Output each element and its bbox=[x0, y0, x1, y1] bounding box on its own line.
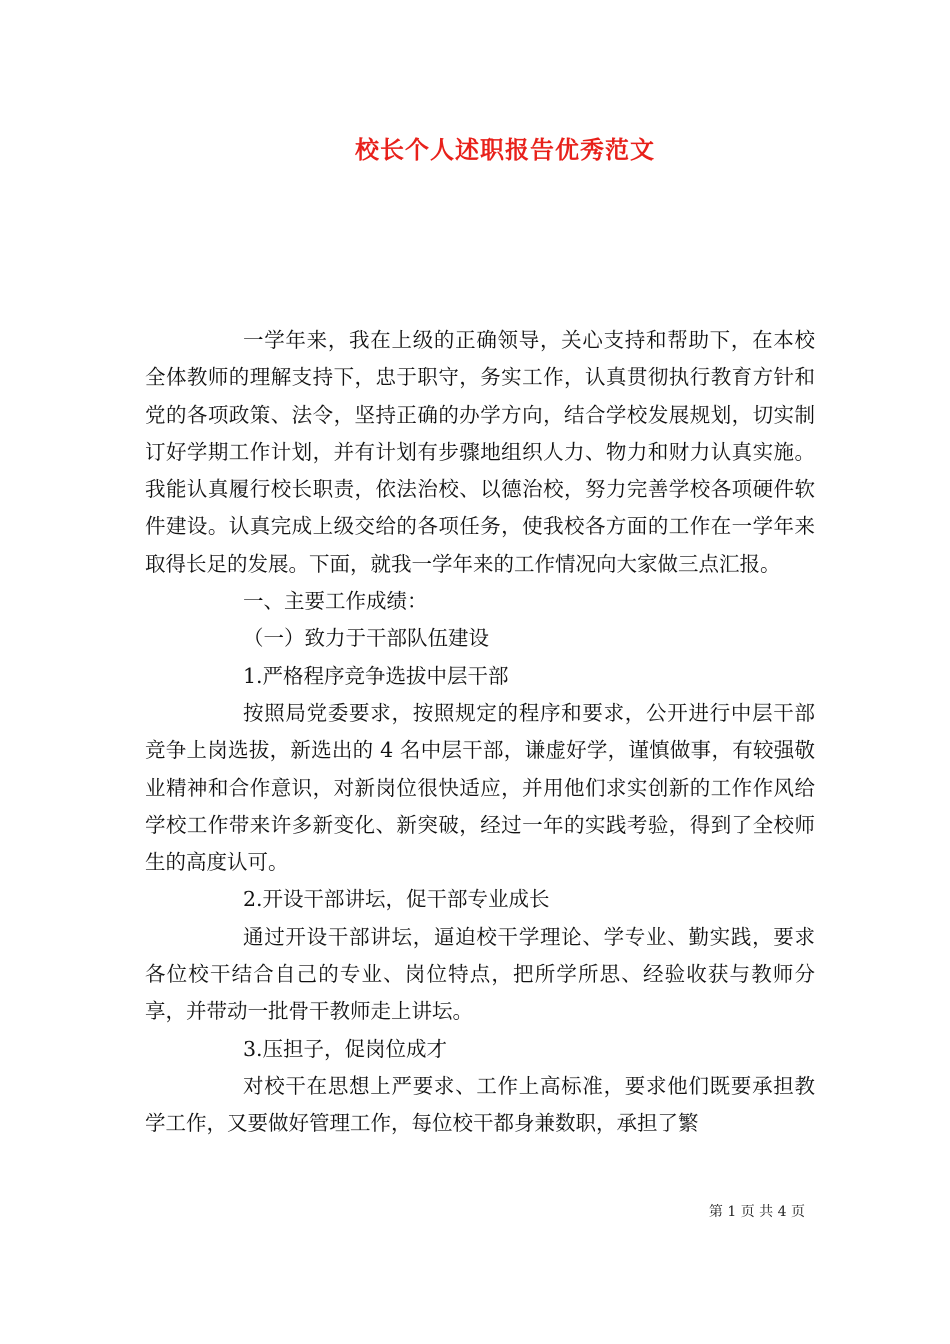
document-title: 校长个人述职报告优秀范文 bbox=[355, 135, 655, 164]
paragraph-item-3: 对校干在思想上严要求、工作上高标准，要求他们既要承担教学工作，又要做好管理工作，每位校干都身兼数职，承担了繁 bbox=[145, 1073, 815, 1136]
item-heading-3: 3.压担子，促岗位成才 bbox=[243, 1036, 448, 1061]
subsection-heading-cadre-building: （一）致力于干部队伍建设 bbox=[243, 626, 489, 651]
page-footer: 第 1 页 共 4 页 bbox=[708, 1204, 805, 1220]
item-heading-2: 2.开设干部讲坛，促干部专业成长 bbox=[243, 887, 550, 912]
paragraph-intro: 一学年来，我在上级的正确领导，关心支持和帮助下，在本校全体教师的理解支持下，忠于职守，务实工作，认真贯彻执行教育方针和党的各项政策、法令，坚持正确的办学方向，结合学校发展规划，切实制订好学期工作计划，并有计划有步骤地组织人力、物力和财力认真实施。我能认真履行校长职责，依法治校、以德治校，努力完善学校各项硬件软件建设。认真完成上级交给的各项任务，使我校各方面的工作在一学年来取得长足的发展。下面，就我一学年来的工作情况向大家做三点汇报。 bbox=[145, 328, 815, 576]
item-heading-1: 1.严格程序竞争选拔中层干部 bbox=[243, 663, 509, 688]
paragraph-item-1: 按照局党委要求，按照规定的程序和要求，公开进行中层干部竞争上岗选拔，新选出的 4 名中层干部，谦虚好学，谨慎做事，有较强敬业精神和合作意识，对新岗位很快适应，并用他们求实创新的工作作风给学校工作带来许多新变化、新突破，经过一年的实践考验，得到了全校师生的高度认可。 bbox=[145, 700, 815, 875]
paragraph-item-2: 通过开设干部讲坛，逼迫校干学理论、学专业、勤实践，要求各位校干结合自己的专业、岗位特点，把所学所思、经验收获与教师分享，并带动一批骨干教师走上讲坛。 bbox=[145, 924, 815, 1024]
document-body bbox=[145, 322, 815, 1143]
section-heading-main-achievements: 一、主要工作成绩： bbox=[243, 589, 428, 614]
